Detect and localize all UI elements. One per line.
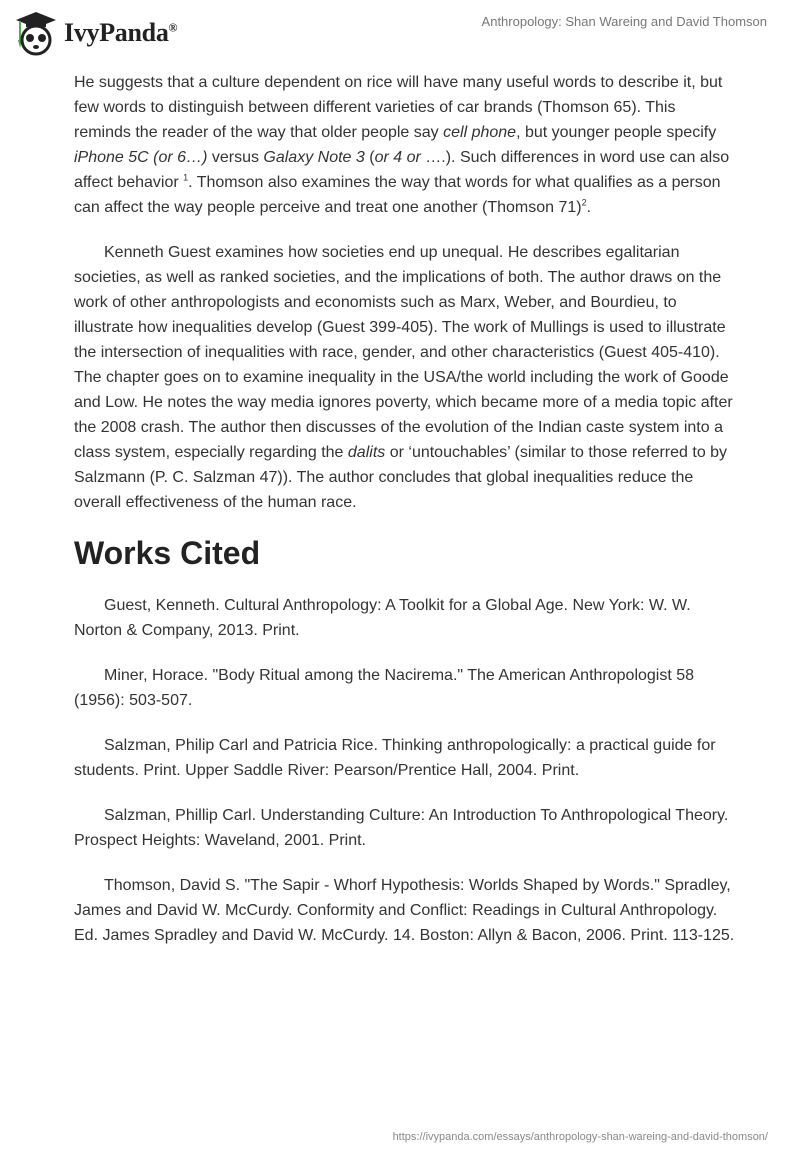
footnote-ref[interactable]: 2 [581,197,587,208]
logo-text [64,18,177,48]
registered-mark: ® [168,20,178,35]
text: , but younger people specify [516,124,717,141]
footnote-ref[interactable]: 1 [183,172,189,183]
italic-text: or 4 or [374,149,421,166]
logo-name: IvyPanda [64,18,169,47]
text: He suggests that a culture dependent on rice will have many useful words to describe it, but few words to distinguish between different varieties of car brands (Thomson 65). This reminds the reader of the way that older people say [74,74,723,141]
italic-text: iPhone 5C (or 6…) [74,149,208,166]
text: or ‘untouchables’ (similar to those referred to by Salzmann (P. C. Salzman 47)). The author concludes that global inequalities reduce the overall effectiveness of the human race. [74,444,728,511]
logo[interactable] [14,10,177,56]
citation: Salzman, Phillip Carl. Understanding Culture: An Introduction To Anthropological Theory. Prospect Heights: Waveland, 2001. Print. [74,807,729,849]
italic-text: cell phone [443,124,517,141]
paragraph-2 [74,240,736,515]
document-title: Anthropology: Shan Wareing and David Thomson [481,14,767,29]
text: ….). Such differences in word use can also affect behavior [74,149,730,191]
text: Kenneth Guest examines how societies end up unequal. He describes egalitarian societies, as well as ranked societies, and the implications of both. The author draws on the work of other anthropologists and economists such as Marx, Weber, and Bourdieu, to illustrate how inequalities develop (Guest 399-405). The work of Mullings is used to illustrate the intersection of inequalities with race, gender, and other characteristics (Guest 405-410). The chapter goes on to examine inequality in the USA/the world including the work of Goode and Low. He notes the way media ignores poverty, which became more of a media topic after the 2008 crash. The author then discusses of the evolution of the Indian caste system into a class system, especially regarding the [74,244,733,461]
source-url[interactable]: https://ivypanda.com/essays/anthropology-shan-wareing-and-david-thomson/ [392,1131,768,1143]
panda-logo-icon [14,10,58,56]
paragraph-1 [74,70,736,220]
italic-text: Galaxy Note 3 [263,149,365,166]
italic-text: dalits [347,444,386,461]
text: versus [207,149,264,166]
citation: Guest, Kenneth. Cultural Anthropology: A Toolkit for a Global Age. New York: W. W. Norton & Company, 2013. Print. [74,597,691,639]
text: . [586,199,592,216]
works-cited-heading: Works Cited [74,535,261,571]
text: ( [364,149,375,166]
citation: Miner, Horace. "Body Ritual among the Nacirema." The American Anthropologist 58 (1956): 503-507. [74,667,695,709]
citation: Thomson, David S. "The Sapir - Whorf Hypothesis: Worlds Shaped by Words." Spradley, James and David W. McCurdy. Conformity and Conflict: Readings in Cultural Anthropology. Ed. James Spradley and David W. McCurdy. 14. Boston: Allyn & Bacon, 2006. Print. 113-125. [74,877,735,944]
text: . Thomson also examines the way that words for what qualifies as a person can affect the way people perceive and treat one another (Thomson 71) [74,174,721,216]
essay-content [74,70,736,968]
citation: Salzman, Philip Carl and Patricia Rice. Thinking anthropologically: a practical guide for students. Print. Upper Saddle River: Pearson/Prentice Hall, 2004. Print. [74,737,716,779]
